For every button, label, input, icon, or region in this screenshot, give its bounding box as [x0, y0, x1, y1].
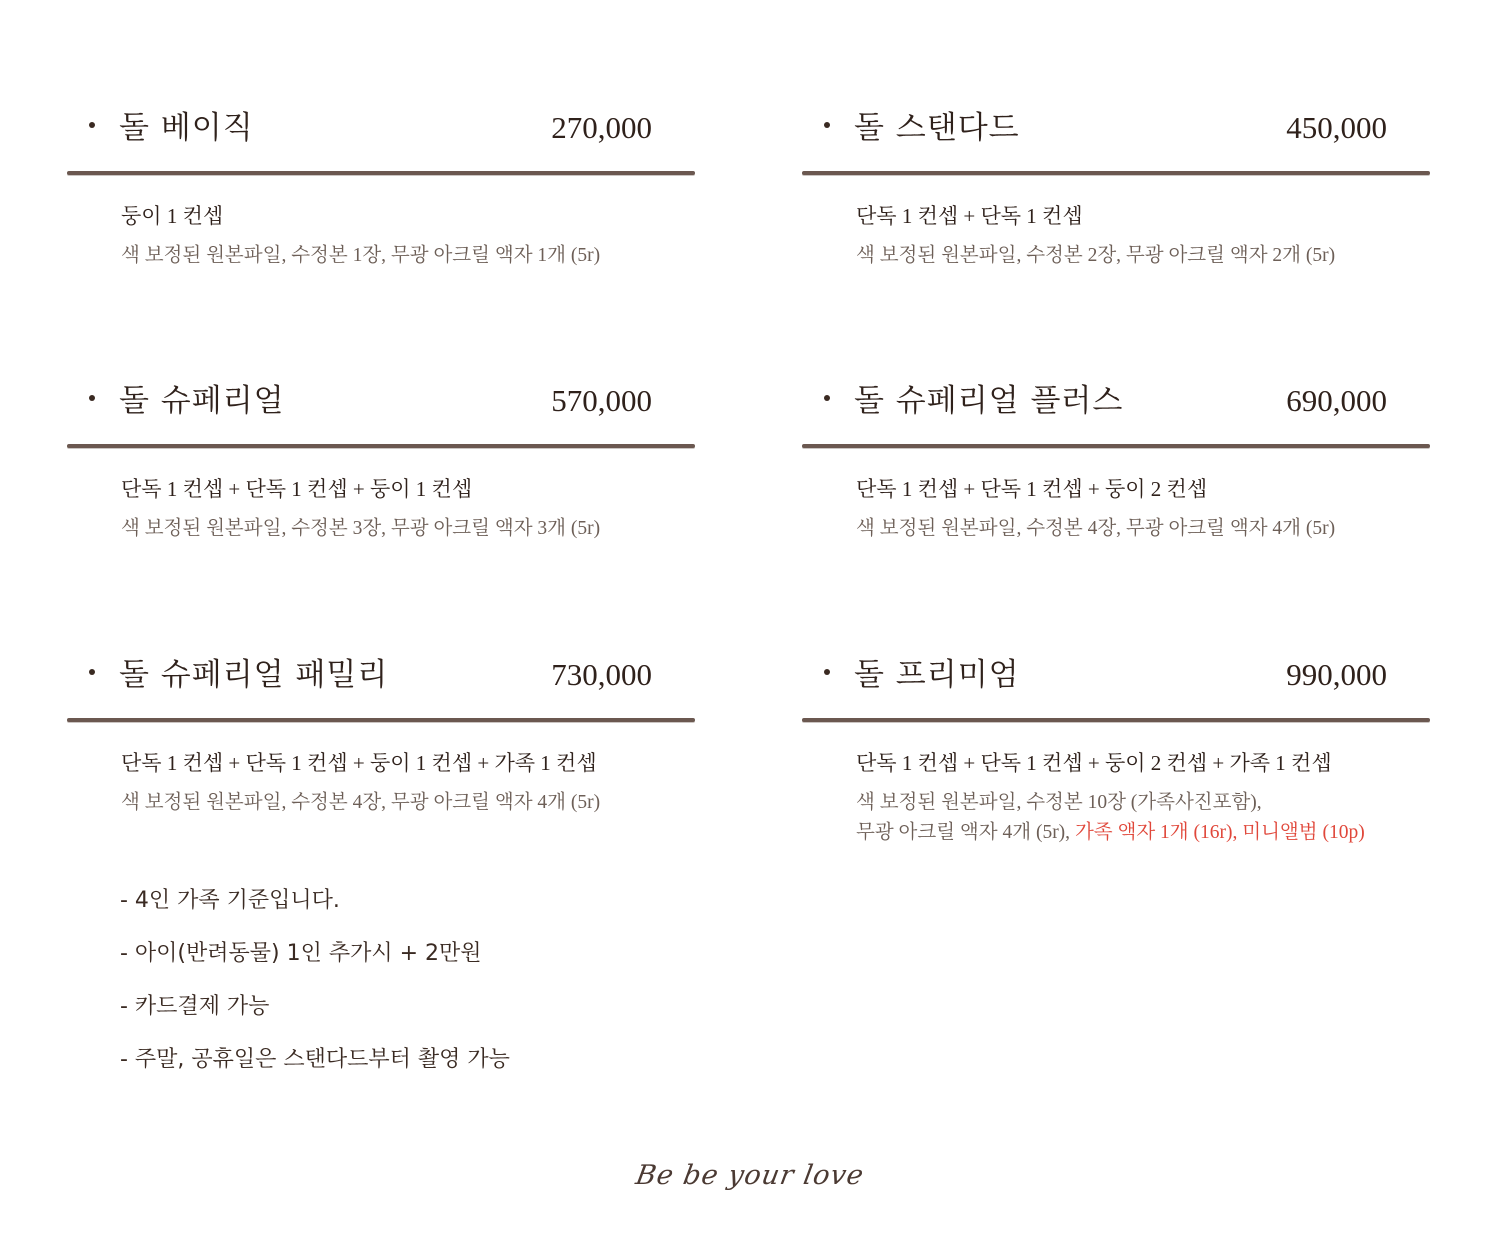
divider [802, 444, 1430, 448]
package-card [67, 645, 697, 813]
package-price: 270,000 [551, 110, 652, 145]
package-description: 색 보정된 원본파일, 수정본 1장, 무광 아크릴 액자 1개 (5r) [121, 245, 601, 266]
package-title: 돌 베이직 [119, 110, 254, 146]
bullet-icon [824, 122, 830, 128]
package-header [67, 98, 697, 158]
package-card [67, 98, 697, 266]
package-title: 돌 슈페리얼 플러스 [854, 383, 1124, 419]
package-title: 돌 프리미엄 [854, 657, 1020, 693]
package-header [67, 645, 697, 705]
package-header [802, 645, 1432, 705]
notes-list [120, 883, 510, 1095]
package-description: 색 보정된 원본파일, 수정본 4장, 무광 아크릴 액자 4개 (5r) [121, 792, 601, 813]
package-header [67, 371, 697, 431]
package-header [802, 98, 1432, 158]
package-description: 색 보정된 원본파일, 수정본 2장, 무광 아크릴 액자 2개 (5r) [856, 245, 1336, 266]
divider [67, 444, 695, 448]
package-title: 돌 슈페리얼 [119, 383, 285, 419]
package-card [802, 371, 1432, 539]
package-price: 690,000 [1286, 383, 1387, 418]
divider [67, 171, 695, 175]
divider [802, 718, 1430, 722]
package-card [802, 98, 1432, 266]
package-concept: 단독 1 컨셉 + 단독 1 컨셉 [856, 204, 1083, 228]
package-header [802, 371, 1432, 431]
note-item: - 카드결제 가능 [120, 994, 270, 1019]
package-description-line2 [856, 818, 1365, 848]
package-concept: 단독 1 컨셉 + 단독 1 컨셉 + 둥이 1 컨셉 + 가족 1 컨셉 [121, 751, 597, 775]
note-item: - 아이(반려동물) 1인 추가시 + 2만원 [120, 941, 482, 966]
package-title: 돌 슈페리얼 패밀리 [119, 657, 389, 693]
package-concept: 단독 1 컨셉 + 단독 1 컨셉 + 둥이 2 컨셉 + 가족 1 컨셉 [856, 751, 1332, 775]
divider [67, 718, 695, 722]
bullet-icon [824, 395, 830, 401]
package-description: 색 보정된 원본파일, 수정본 3장, 무광 아크릴 액자 3개 (5r) [121, 518, 601, 539]
signature: Be be your love [633, 1160, 867, 1191]
divider [802, 171, 1430, 175]
note-item: - 4인 가족 기준입니다. [120, 888, 340, 913]
package-price: 450,000 [1286, 110, 1387, 145]
package-card [802, 645, 1432, 843]
package-price: 730,000 [551, 657, 652, 692]
package-concept: 단독 1 컨셉 + 단독 1 컨셉 + 둥이 2 컨셉 [856, 477, 1208, 501]
package-description-text: 무광 아크릴 액자 4개 (5r), [856, 822, 1071, 843]
package-description: 색 보정된 원본파일, 수정본 4장, 무광 아크릴 액자 4개 (5r) [856, 518, 1336, 539]
package-card [67, 371, 697, 539]
package-concept: 둥이 1 컨셉 [121, 204, 224, 228]
note-item: - 주말, 공휴일은 스탠다드부터 촬영 가능 [120, 1047, 510, 1072]
bullet-icon [89, 122, 95, 128]
bullet-icon [824, 669, 830, 675]
bullet-icon [89, 395, 95, 401]
package-price: 990,000 [1286, 657, 1387, 692]
package-title: 돌 스탠다드 [854, 110, 1020, 146]
package-description-highlight: 가족 액자 1개 (16r), 미니앨범 (10p) [1070, 822, 1365, 843]
package-price: 570,000 [551, 383, 652, 418]
bullet-icon [89, 669, 95, 675]
package-concept: 단독 1 컨셉 + 단독 1 컨셉 + 둥이 1 컨셉 [121, 477, 473, 501]
package-description: 색 보정된 원본파일, 수정본 10장 (가족사진포함), [856, 792, 1262, 813]
